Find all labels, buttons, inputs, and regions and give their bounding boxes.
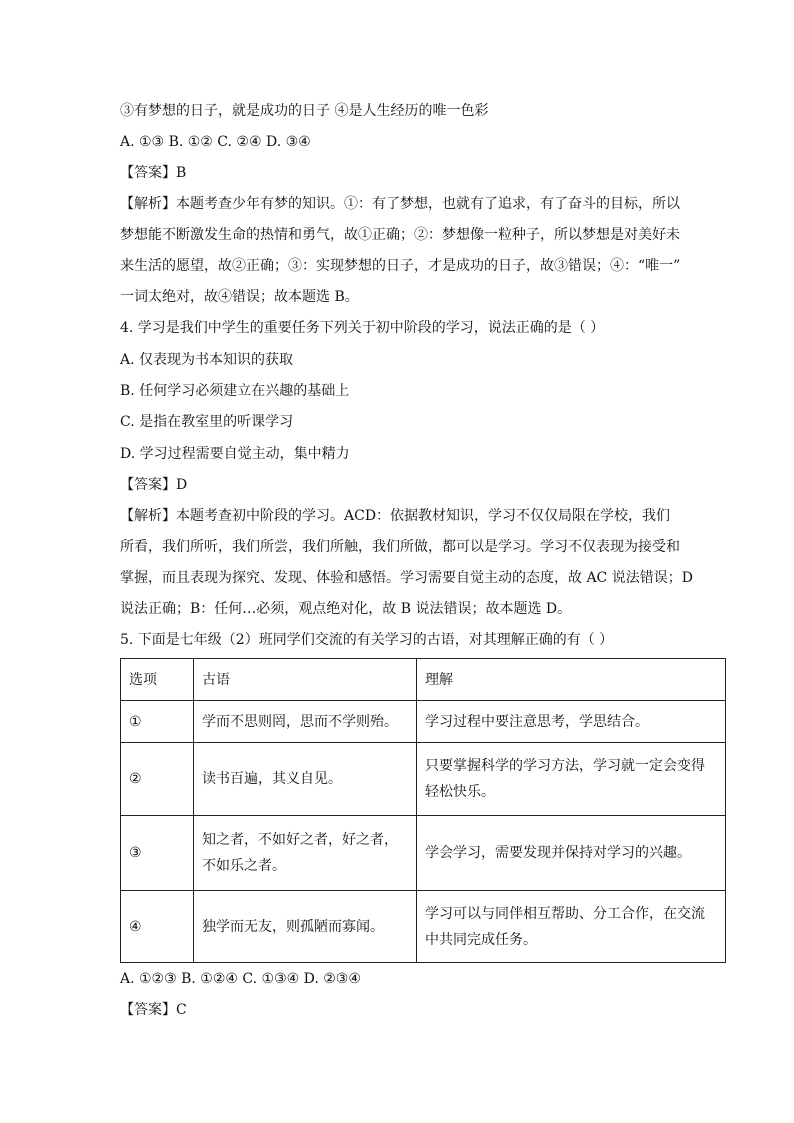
header-meaning: 理解: [417, 659, 726, 701]
row-saying: 独学而无友，则孤陋而寡闻。: [194, 891, 417, 963]
q4-option-d: D. 学习过程需要自觉主动，集中精力: [120, 446, 350, 462]
header-saying: 古语: [194, 659, 417, 701]
row-meaning: 学习过程中要注意思考，学思结合。: [417, 701, 726, 743]
q4-option-c: C. 是指在教室里的听课学习: [120, 414, 294, 430]
analysis-q3-line1: 【解析】本题考查少年有梦的知识。①：有了梦想，也就有了追求，有了奋斗的目标，所以: [120, 196, 680, 212]
row-saying: 读书百遍，其义自见。: [194, 743, 417, 816]
row-option: ①: [121, 701, 194, 743]
row-saying: 知之者，不如好之者，好之者，不如乐之者。: [194, 816, 417, 891]
option-text-3-4: ③有梦想的日子，就是成功的日子 ④是人生经历的唯一色彩: [120, 103, 489, 119]
q4-option-a: A. 仅表现为书本知识的获取: [120, 352, 294, 368]
analysis-q3-line3: 来生活的愿望，故②正确；③：实现梦想的日子，才是成功的日子，故③错误；④：“唯一”: [120, 258, 681, 274]
row-option: ③: [121, 816, 194, 891]
row-saying: 学而不思则罔，思而不学则殆。: [194, 701, 417, 743]
answer-q3: 【答案】B: [120, 165, 187, 181]
answer-choices-q5: A. ①②③ B. ①②④ C. ①③④ D. ②③④: [120, 971, 361, 987]
answer-q4: 【答案】D: [120, 477, 188, 493]
analysis-q4-line2: 所看，我们所听，我们所尝，我们所触，我们所做，都可以是学习。学习不仅表现为接受和: [120, 539, 680, 555]
row-meaning: 只要掌握科学的学习方法，学习就一定会变得轻松快乐。: [417, 743, 726, 816]
answer-q5: 【答案】C: [120, 1002, 187, 1018]
row-meaning: 学习可以与同伴相互帮助、分工合作，在交流中共同完成任务。: [417, 891, 726, 963]
answer-choices-q3: A. ①③ B. ①② C. ②④ D. ③④: [120, 134, 311, 150]
analysis-q4-line3: 掌握，而且表现为探究、发现、体验和感悟。学习需要自觉主动的态度，故 AC 说法错误；D: [120, 570, 693, 586]
table-row: [121, 891, 726, 963]
row-option: ②: [121, 743, 194, 816]
analysis-q3-line4: 一词太绝对，故④错误；故本题选 B。: [120, 289, 359, 305]
header-option: 选项: [121, 659, 194, 701]
question-5: 5. 下面是七年级（2）班同学们交流的有关学习的古语，对其理解正确的有（ ）: [120, 632, 614, 648]
table-row: [121, 701, 726, 743]
question-4: 4. 学习是我们中学生的重要任务下列关于初中阶段的学习，说法正确的是（ ）: [120, 320, 605, 336]
q4-option-b: B. 任何学习必须建立在兴趣的基础上: [120, 383, 350, 399]
analysis-q4-line4: 说法正确；B：任何…必须，观点绝对化，故 B 说法错误；故本题选 D。: [120, 601, 572, 617]
table-row: [121, 816, 726, 891]
table-header-row: [121, 659, 726, 701]
row-option: ④: [121, 891, 194, 963]
analysis-q3-line2: 梦想能不断激发生命的热情和勇气，故①正确；②：梦想像一粒种子，所以梦想是对美好未: [120, 227, 680, 243]
table-row: [121, 743, 726, 816]
analysis-q4-line1: 【解析】本题考查初中阶段的学习。ACD：依据教材知识，学习不仅仅局限在学校，我们: [120, 508, 671, 524]
quotes-table: [120, 658, 726, 963]
row-meaning: 学会学习，需要发现并保持对学习的兴趣。: [417, 816, 726, 891]
